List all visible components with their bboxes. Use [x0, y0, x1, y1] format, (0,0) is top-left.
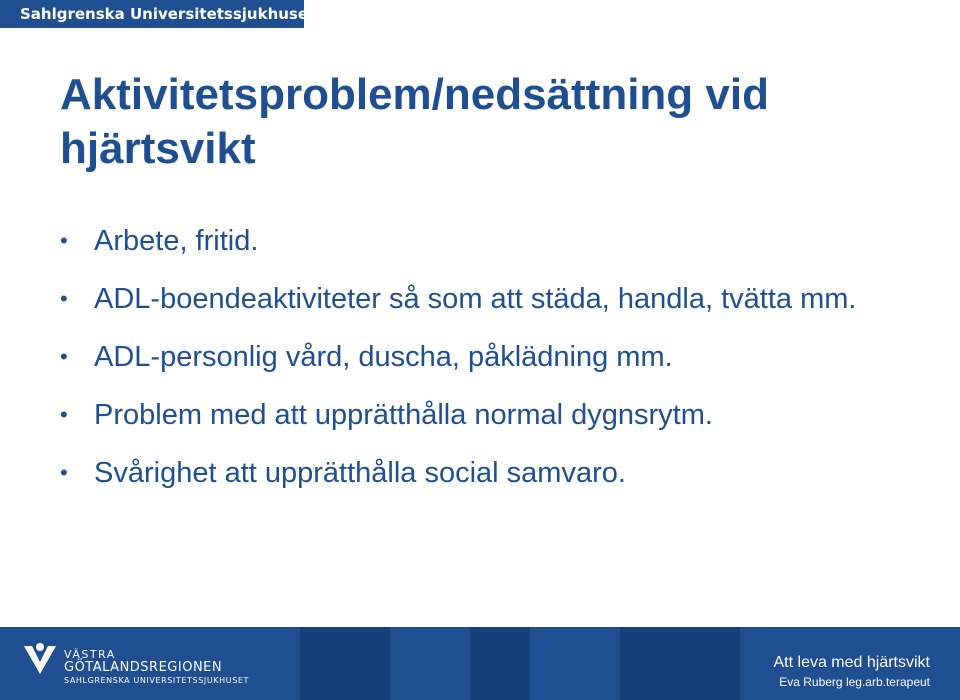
slide-title: Aktivitetsproblem/nedsättning vid hjärtsvikt	[60, 70, 769, 173]
footer-decor-block	[300, 627, 390, 700]
footer-decor-block	[470, 627, 530, 700]
footer-decor-block	[620, 627, 740, 700]
bullet-item-5: • Svårighet att upprätthålla social samvaro.	[60, 444, 890, 502]
footer-author: Eva Ruberg leg.arb.terapeut	[779, 675, 930, 689]
logo-text-line1: VÄSTRA	[64, 648, 116, 661]
vgr-logo	[22, 640, 282, 690]
header-brand-bar	[0, 0, 316, 28]
vgr-logo-icon	[22, 640, 58, 680]
bullet-list	[60, 212, 890, 502]
logo-text-line3: SAHLGRENSKA UNIVERSITETSSJUKHUSET	[64, 676, 250, 685]
bullet-item-1: • Arbete, fritid.	[60, 212, 890, 270]
bullet-item-4: • Problem med att upprätthålla normal dygnsrytm.	[60, 386, 890, 444]
bullet-item-3: • ADL-personlig vård, duscha, påklädning mm.	[60, 328, 890, 386]
logo-text-line2: GÖTALANDSREGIONEN	[64, 660, 223, 675]
footer-presentation-title: Att leva med hjärtsvikt	[773, 654, 930, 671]
bullet-item-2: • ADL-boendeaktiviteter så som att städa, handla, tvätta mm.	[60, 270, 890, 328]
header-brand-text: Sahlgrenska Universitetssjukhuset	[20, 5, 316, 23]
